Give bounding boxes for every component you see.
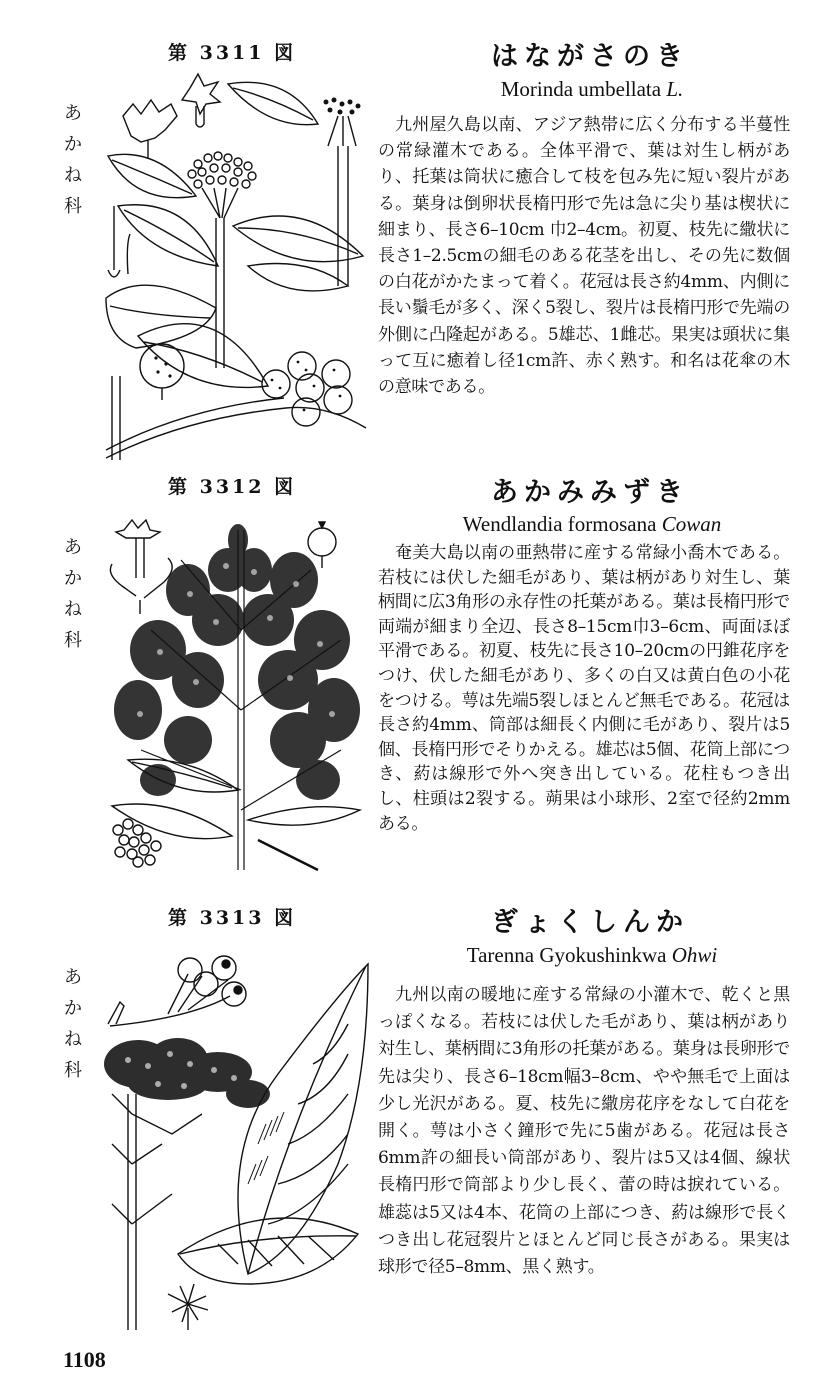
- plant-illustration-icon: [98, 66, 370, 466]
- japanese-name: あかみみずき: [491, 477, 689, 508]
- page-number: 1108: [63, 1347, 106, 1372]
- figure-label: 第 3313 図: [168, 907, 297, 929]
- flower-detail-icon: [123, 74, 220, 158]
- figure-label: 第 3312 図: [168, 476, 297, 498]
- family-label: あ か ね 科: [64, 967, 82, 1081]
- plant-illustration-icon: [98, 944, 370, 1334]
- scientific-name: Wendlandia formosana Cowan: [462, 512, 722, 536]
- author-name: L.: [666, 77, 684, 101]
- description: 九州以南の暖地に産する常緑の小灌木で、乾くと黒っぽくなる。若枝には伏した毛があり、葉は柄があり対生し、葉柄間に3角形の托葉がある。葉身は長卵形で先は尖り、長さ6–18cm幅3–8cm、やや無毛で上面は少し光沢がある。夏、枝先に繖房花序をなして白花を開く。萼は小さく鐘形で先に5歯がある。花冠は長さ6mm許の細長い筒部があり、裂片は5又は4個、線状長楕円形で筒部より少し長く、蕾の時は捩れている。雄蕊は5又は4本、花筒の上部につき、葯は線形で長くつき出し花冠裂片とほとんど同じ長さがある。果実は球形で径5–8mm、黒く熟す。: [378, 985, 790, 1278]
- figure-label: 第 3311 図: [168, 42, 297, 64]
- family-label: あ か ね 科: [64, 537, 82, 651]
- japanese-name: はながさのき: [491, 41, 689, 72]
- japanese-name: ぎょくしんか: [491, 907, 689, 938]
- author-name: Cowan: [661, 512, 722, 536]
- plant-illustration-icon: [98, 510, 370, 880]
- star-flower-detail-icon: [168, 1284, 208, 1330]
- scientific-name: Morinda umbellata L.: [500, 77, 684, 101]
- scientific-name: Tarenna Gyokushinkwa Ohwi: [466, 943, 718, 967]
- flower-detail-icon: [110, 520, 172, 614]
- author-name: Ohwi: [671, 943, 718, 967]
- family-label: あ か ね 科: [64, 103, 82, 217]
- berry-detail-icon: [108, 956, 246, 1026]
- description: 奄美大島以南の亜熱帯に産する常緑小喬木である。若枝には伏した細毛があり、葉は柄があり対生し、葉柄間に広3角形の永存性の托葉がある。葉は長楕円形で両端が細まり全辺、長さ8–15cm巾3–6cm、両面ほぼ平滑である。初夏、枝先に長さ10–20cmの円錐花序をつけ、伏した細毛があり、多くの白又は黄白色の小花をつける。萼は先端5裂しほとんど無毛である。花冠は長さ約4mm、筒部は細長く内側に毛があり、裂片は5個、長楕円形でそりかえる。雄芯は5個、花筒上部につき、葯は線形で外へ突き出している。花柱もつき出し、柱頭は2裂する。蒴果は小球形、2室で径約2mmある。: [378, 543, 790, 834]
- description: 九州屋久島以南、アジア熱帯に広く分布する半蔓性の常緑灌木である。全体平滑で、葉は対生し柄があり、托葉は筒状に癒合して枝を包み先に短い裂片がある。葉身は倒卵状長楕円形で先は急に尖り基は楔状に細まり、長さ6–10cm 巾2–4cm。初夏、枝先に繖状に長さ1–2.5cmの細毛のある花茎を出し、その先に数個の白花がかたまって着く。花冠は長さ約4mm、内側に長い鬚毛が多く、深く5裂し、裂片は長楕円形で先端の外側に凸隆起がある。5雄芯、1雌芯。果実は頭状に集って互に癒着し径1cm許、赤く熟す。和名は花傘の木の意味である。: [378, 115, 790, 398]
